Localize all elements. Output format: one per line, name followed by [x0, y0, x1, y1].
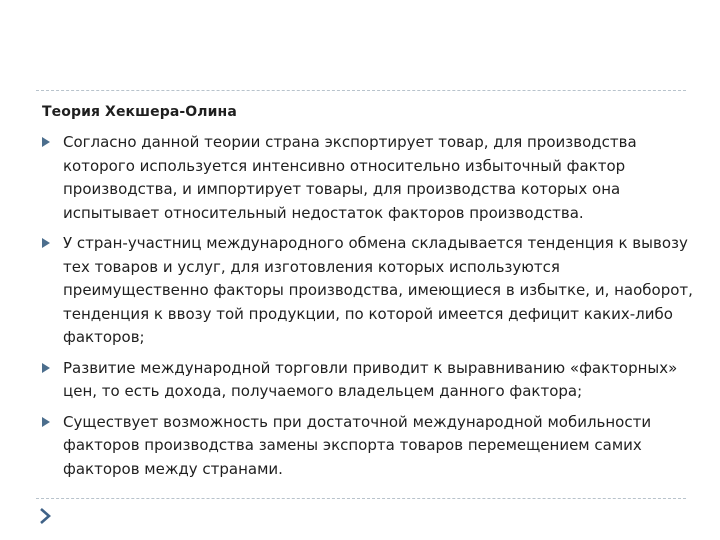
bullet-item — [42, 411, 698, 482]
triangle-bullet-icon — [42, 137, 50, 147]
bullet-text: Развитие международной торговли приводит к выравниванию «факторных» цен, то есть дохода, получаемого владельцем данного фактора; — [63, 358, 678, 400]
bottom-divider — [36, 498, 686, 499]
bullet-text: У стран-участниц международного обмена складывается тенденция к вывозу тех товаров и услуг, для изготовления которых используются преимущественно факторы производства, имеющиеся в избытке, и, наоборот, тенденция к ввозу той продукции, по которой имеется дефицит каких-либо факторов; — [63, 234, 693, 346]
bullet-item — [42, 232, 698, 350]
bullet-item — [42, 357, 698, 404]
chevron-right-icon[interactable] — [36, 506, 56, 526]
triangle-bullet-icon — [42, 417, 50, 427]
top-divider — [36, 90, 686, 91]
triangle-bullet-icon — [42, 238, 50, 248]
bullet-item — [42, 131, 698, 225]
bullet-text: Согласно данной теории страна экспортирует товар, для производства которого используется интенсивно относительно избыточный фактор производства, и импортирует товары, для производства которых она испытывает относительный недостаток факторов производства. — [63, 133, 637, 222]
bullet-list — [42, 131, 698, 488]
slide-heading: Теория Хекшера-Олина — [42, 104, 237, 120]
triangle-bullet-icon — [42, 363, 50, 373]
bullet-text: Существует возможность при достаточной международной мобильности факторов производства замены экспорта товаров перемещением самих факторов между странами. — [63, 412, 652, 478]
